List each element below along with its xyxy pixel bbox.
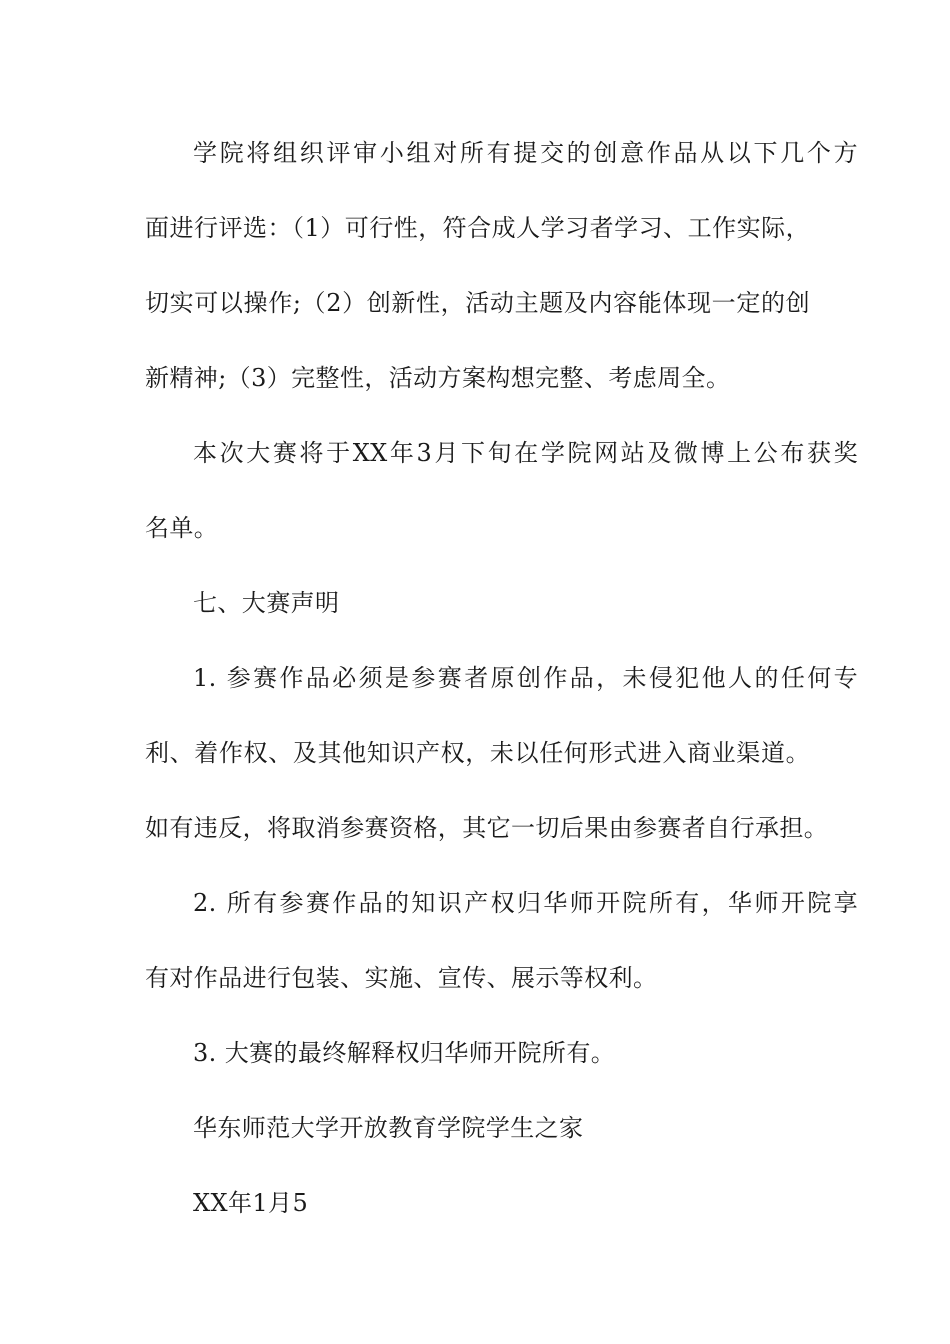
signature-organization: 华东师范大学开放教育学院学生之家 [193,1114,584,1142]
text-line: 3. 大赛的最终解释权归华师开院所有。 [193,1039,616,1067]
text-line: 切实可以操作;（2）创新性，活动主题及内容能体现一定的创 [145,289,810,317]
text-line: 有对作品进行包装、实施、宣传、展示等权利。 [145,964,658,992]
text-line: 名单。 [145,514,219,542]
text-line: 如有违反，将取消参赛资格，其它一切后果由参赛者自行承担。 [145,814,829,842]
text-line: 利、着作权、及其他知识产权，未以任何形式进入商业渠道。 [145,739,810,767]
text-line: 面进行评选：（1）可行性，符合成人学习者学习、工作实际， [145,214,810,242]
signature-date: XX年1月5 [193,1189,309,1217]
text-line: 本次大赛将于XX年3月下旬在学院网站及微博上公布获奖 [193,439,858,467]
text-line: 新精神;（3）完整性，活动方案构想完整、考虑周全。 [145,364,731,392]
section-heading: 七、大赛声明 [193,589,340,617]
text-line: 1. 参赛作品必须是参赛者原创作品，未侵犯他人的任何专 [193,664,858,692]
text-line: 2. 所有参赛作品的知识产权归华师开院所有，华师开院享 [193,889,858,917]
text-line: 学院将组织评审小组对所有提交的创意作品从以下几个方 [193,139,858,167]
